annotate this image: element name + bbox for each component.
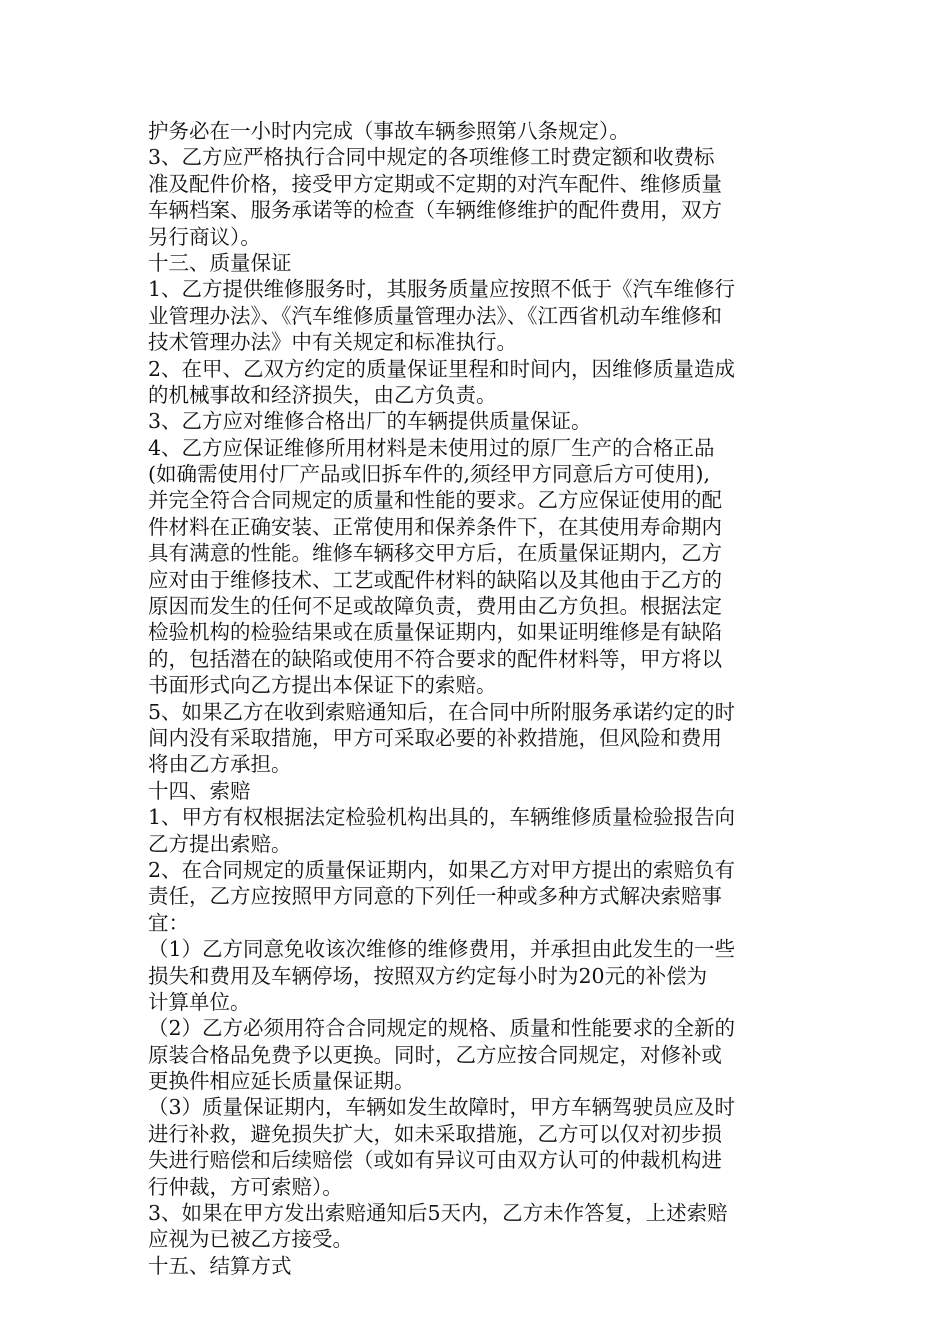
text-line: 进行补救，避免损失扩大，如未采取措施，乙方可以仅对初步损 [148,1121,722,1146]
document-body [148,118,818,1279]
text-line: 3、乙方应对维修合格出厂的车辆提供质量保证。 [148,409,592,434]
text-line: 将由乙方承担。 [148,752,292,777]
text-line: 并完全符合合同规定的质量和性能的要求。乙方应保证使用的配 [148,488,722,513]
section-heading: 十四、索赔 [148,778,251,803]
text-line: 2、在甲、乙双方约定的质量保证里程和时间内，因维修质量造成 [148,356,736,381]
text-line: 2、在合同规定的质量保证期内，如果乙方对甲方提出的索赔负有 [148,857,736,882]
text-line: 宜： [148,910,189,935]
text-line: 应视为已被乙方接受。 [148,1227,353,1252]
text-line: 件材料在正确安装、正常使用和保养条件下，在其使用寿命期内 [148,514,722,539]
text-line: 责任，乙方应按照甲方同意的下列任一种或多种方式解决索赔事 [148,884,722,909]
text-line: 的，包括潜在的缺陷或使用不符合要求的配件材料等，甲方将以 [148,646,722,671]
text-line: 3、如果在甲方发出索赔通知后5天内，乙方未作答复，上述索赔 [148,1201,728,1226]
text-line: 书面形式向乙方提出本保证下的索赔。 [148,673,497,698]
text-line: 1、甲方有权根据法定检验机构出具的，车辆维修质量检验报告向 [148,805,736,830]
text-line: （3）质量保证期内，车辆如发生故障时，甲方车辆驾驶员应及时 [148,1095,736,1120]
text-line: 的机械事故和经济损失，由乙方负责。 [148,382,497,407]
text-line: 车辆档案、服务承诺等的检查（车辆维修维护的配件费用，双方 [148,198,722,223]
text-line: 损失和费用及车辆停场，按照双方约定每小时为20元的补偿为 [148,963,708,988]
text-line: 业管理办法》、《汽车维修质量管理办法》、《江西省机动车维修和 [148,303,722,328]
text-line: 护务必在一小时内完成（事故车辆参照第八条规定）。 [148,119,630,143]
text-line: 5、如果乙方在收到索赔通知后，在合同中所附服务承诺约定的时 [148,699,736,724]
text-line: 检验机构的检验结果或在质量保证期内，如果证明维修是有缺陷 [148,620,722,645]
text-line: 应对由于维修技术、工艺或配件材料的缺陷以及其他由于乙方的 [148,567,722,592]
text-line: 原因而发生的任何不足或故障负责，费用由乙方负担。根据法定 [148,594,722,619]
text-line: 另行商议）。 [148,224,261,249]
text-line: 技术管理办法》中有关规定和标准执行。 [148,330,517,355]
text-line: 3、乙方应严格执行合同中规定的各项维修工时费定额和收费标 [148,145,715,170]
text-line: 4、乙方应保证维修所用材料是未使用过的原厂生产的合格正品 [148,435,715,460]
text-line: (如确需使用付厂产品或旧拆车件的,须经甲方同意后方可使用), [148,462,711,487]
text-line: 行仲裁，方可索赔）。 [148,1174,343,1199]
text-line: 更换件相应延长质量保证期。 [148,1069,415,1094]
text-line: 计算单位。 [148,989,251,1014]
text-line: 1、乙方提供维修服务时，其服务质量应按照不低于《汽车维修行 [148,277,736,302]
text-line: 原装合格品免费予以更换。同时，乙方应按合同规定，对修补或 [148,1042,722,1067]
section-heading: 十五、结算方式 [148,1253,292,1278]
text-line: （1）乙方同意免收该次维修的维修费用，并承担由此发生的一些 [148,937,736,962]
text-line: 失进行赔偿和后续赔偿（或如有异议可由双方认可的仲裁机构进 [148,1148,722,1173]
text-line: 间内没有采取措施，甲方可采取必要的补救措施，但风险和费用 [148,725,722,750]
section-heading: 十三、质量保证 [148,250,292,275]
text-line: 准及配件价格，接受甲方定期或不定期的对汽车配件、维修质量 [148,171,722,196]
text-line: （2）乙方必须用符合合同规定的规格、质量和性能要求的全新的 [148,1016,736,1041]
text-line: 具有满意的性能。维修车辆移交甲方后，在质量保证期内，乙方 [148,541,722,566]
text-line: 乙方提出索赔。 [148,831,292,856]
